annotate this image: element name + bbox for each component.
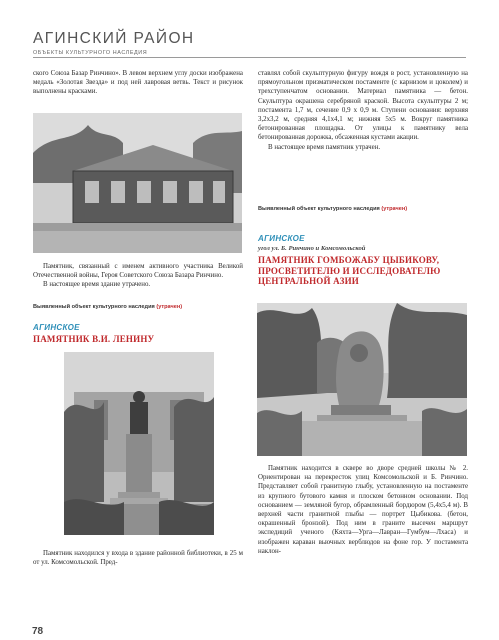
section-title: АГИНСКИЙ РАЙОН	[33, 30, 195, 47]
left-intro-block	[33, 69, 243, 97]
tsybikov-monument-photo	[257, 303, 467, 456]
left-status-text: Выявленный объект культурного наследия	[33, 304, 155, 310]
right-bottom-block	[258, 464, 468, 556]
left-status-lost: (утрачен)	[156, 304, 183, 310]
page-number: 78	[32, 626, 44, 637]
left-intro-text: ского Союза Базар Ринчино». В левом верхнем углу доски изображена медаль «Золотая Звезда» и под ней лавровая ветвь. Текст и рисунок выполнены красками.	[33, 70, 243, 96]
right-location: АГИНСКОЕ	[258, 234, 305, 243]
right-top-block	[258, 69, 468, 152]
left-desc-p2: В настоящее время здание утрачено.	[43, 281, 151, 289]
right-bottom-text: Памятник находится в сквере во дворе средней школы № 2. Ориентирован на перекресток улиц Комсомольской и Б. Ринчино. Представляет собой гранитную глыбу, установленную на постаменте из крупного бутового камня и плоском бетонном основании. Под основанием — земляной бугор, обрамленный бордюром (5,4х5,4 м). В верхней части гранитной глыбы — портрет Цыбикова. (бетон, окрашенный бронзой). Под ним в граните высечен маршрут экспедиций ученого (Кяхта—Урга—Лавран—Гумбум—Лхаса) и изображен караван вьючных верблюдов на фоне гор. У постамента наклон-	[258, 465, 468, 555]
right-status-text: Выявленный объект культурного наследия	[258, 206, 380, 212]
lenin-monument-photo	[64, 352, 214, 535]
right-monument-title: ПАМЯТНИК ГОМБОЖАБУ ЦЫБИКОВУ, ПРОСВЕТИТЕЛЮ И ИССЛЕДОВАТЕЛЮ ЦЕНТРАЛЬНОЙ АЗИИ	[258, 255, 441, 286]
left-desc-p1: Памятник, связанный с именем активного участника Великой Отечественной войны, Героя Советского Союза Базара Ринчино.	[33, 263, 243, 280]
lenin-monument-image	[64, 352, 214, 535]
left-location: АГИНСКОЕ	[33, 323, 80, 332]
right-status-label	[258, 206, 407, 212]
right-top-p2: В настоящее время памятник утрачен.	[268, 143, 381, 151]
wooden-house-photo	[33, 113, 242, 253]
header-rule	[33, 57, 466, 58]
wooden-house-image	[33, 113, 242, 253]
tsybikov-monument-image	[257, 303, 467, 456]
left-bottom-block	[33, 549, 243, 567]
section-subtitle: ОБЪЕКТЫ КУЛЬТУРНОГО НАСЛЕДИЯ	[33, 50, 148, 56]
left-monument-title: ПАМЯТНИК В.И. ЛЕНИНУ	[33, 334, 155, 344]
right-address: угол ул. Б. Ринчино и Комсомольской	[258, 245, 366, 252]
left-status-label	[33, 304, 182, 310]
right-status-lost: (утрачен)	[381, 206, 408, 212]
left-desc-block	[33, 262, 243, 290]
right-top-p1: ставлял собой скульптурную фигуру вождя в рост, установленную на прямоугольном призматическом постаменте (с карнизом и цоколем) и трехступенчатом основании. Материал памятника — бетон. Скульптура окрашена серебряной краской. Высота скульптуры 2 м; постамента 1,7 м, сечение 0,9 х 0,9 м. Ступени основания: верхняя 3,2х3,2 м, средняя 4,1х4,1 м; нижняя 5х5 м. Вокруг памятника бетонированная площадка. От улицы к памятнику вела бетонированная дорожка, обсаженная кустами акации.	[258, 70, 468, 142]
left-bottom-text: Памятник находился у входа в здание районной библиотеки, в 25 м от ул. Комсомольской. Пред-	[33, 550, 243, 567]
